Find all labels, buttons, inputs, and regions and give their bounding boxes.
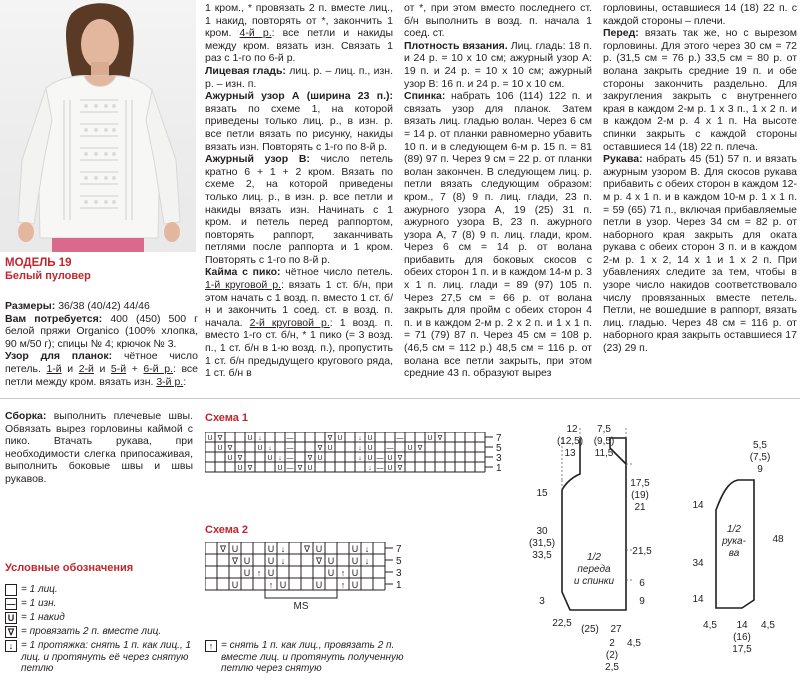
column-2-text: [205, 2, 393, 380]
picot-label: Кайма с пико:: [205, 266, 281, 279]
stitch-symbol: ↑: [340, 568, 346, 578]
plank-text-b: и: [61, 362, 79, 375]
purl-symbol-icon: —: [6, 598, 16, 609]
dim-label: (19): [631, 490, 649, 501]
stitch-symbol: U: [387, 465, 393, 472]
stitch-symbol: ↑: [340, 580, 346, 590]
schema-1-title: Схема 1: [205, 412, 249, 424]
dim-label: 2: [609, 638, 615, 649]
stitch-symbol: ∇: [397, 465, 403, 472]
dim-label: 7,5: [597, 424, 611, 435]
sleeve-label: 1/2: [727, 524, 741, 535]
dim-label: (7,5): [749, 452, 771, 463]
round-1-text: : вязать 1 ст. б/н, при этом начать с 1 возд. п. вместо 1 ст. б/н и закончить 1 соед. ст. в возд. п. начала.: [205, 279, 393, 329]
stitch-symbol: U: [279, 580, 287, 590]
plank-text-d: +: [126, 362, 144, 375]
column-1-text: [5, 300, 198, 388]
model-header: [5, 257, 200, 283]
stitch-symbol: ∇: [327, 435, 333, 442]
dim-label: 5,5: [753, 440, 767, 451]
stitch-symbol: ∇: [231, 556, 239, 566]
legend-text: = 1 изн.: [21, 598, 57, 609]
dim-label: 33,5: [532, 550, 552, 561]
stitch-symbol: ↓: [268, 445, 272, 452]
stitch-symbol: U: [207, 435, 213, 442]
front-label: Перед:: [603, 27, 639, 40]
k2tog-symbol-icon: ∇: [5, 626, 17, 638]
stitch-symbol: U: [231, 580, 239, 590]
legend-item-ssk: [5, 640, 197, 675]
row-number: 1: [396, 580, 402, 591]
yarnover-symbol-icon: U: [5, 612, 17, 624]
stitch-symbol: ∇: [307, 455, 313, 462]
stitch-symbol: U: [327, 556, 335, 566]
stitch-symbol: ↓: [280, 544, 286, 554]
stitch-symbol: ∇: [297, 465, 303, 472]
stitch-symbol: ∇: [437, 435, 443, 442]
plank-row-1: 1-й: [46, 362, 62, 375]
stitch-symbol: U: [337, 435, 343, 442]
stitch-symbol: ↓: [358, 445, 362, 452]
stitch-symbol: U: [227, 455, 233, 462]
stitch-symbol: U: [267, 455, 273, 462]
stitch-symbol: U: [367, 445, 373, 452]
materials-label: Вам потребуется:: [5, 312, 103, 325]
stitch-symbol: ∇: [247, 465, 253, 472]
stitch-symbol: ↑: [256, 568, 262, 578]
dim-label: 22,5: [552, 618, 572, 629]
stockinette-label: Лицевая гладь:: [205, 64, 286, 77]
dim-label: (25): [581, 624, 599, 635]
body-label: и спинки: [573, 576, 615, 587]
model-photo: [0, 0, 196, 252]
stitch-symbol: U: [327, 568, 335, 578]
stitch-symbol: U: [267, 556, 275, 566]
round-2-text: : 1 возд. п. вместо 1-го ст. б/н, * 1 пико (= 3 возд. п., 1 ст. б/н в 1-ю возд. п.), пропустить 1 ст. б/н предыдущего кругового ряда, 1 ст. б/н в: [205, 316, 393, 380]
materials-text: 400 (450) 500 г белой пряжи Organiсо (100% хлопка, 90 м/50 г); спицы № 4; крючок № 3.: [5, 312, 198, 350]
stitch-symbol: U: [243, 568, 251, 578]
sleeve-label: рука-: [722, 536, 746, 547]
schema-2-title: Схема 2: [205, 524, 249, 536]
sizes-text: 36/38 (40/42) 44/46: [55, 300, 150, 312]
body-label: 1/2: [587, 552, 601, 563]
row-number: 1: [496, 463, 502, 474]
stitch-symbol: —: [386, 445, 394, 452]
stitch-symbol: U: [277, 465, 283, 472]
plank-text-f: :: [183, 375, 187, 388]
row-number: 3: [396, 568, 402, 579]
plank-row-2: 2-й: [78, 362, 94, 375]
legend-item-k2tog: [5, 626, 161, 638]
legend-item-yarnover: [5, 612, 65, 624]
stitch-symbol: ∇: [217, 435, 223, 442]
stitch-symbol: ∇: [303, 544, 311, 554]
dim-label: 15: [536, 488, 548, 499]
density-text: Лиц. гладь: 18 п. и 24 р. = 10 х 10 см; ажурный узор А: 19 п. и 24 р. = 10 х 10 см; ажурный узор В: 16 п. и 24 р. = 10 х 10 см.: [404, 39, 592, 90]
stitch-symbol: U: [315, 580, 323, 590]
sleeves-text: набрать 45 (51) 57 п. и вязать ажурным узором В. Для скосов рукава прибавить с обеих сторон в каждом 12-м р. 4 х 1 п. и в каждом 10-м р. 1 х 1 п. = 59 (65) 71 п., включая прибавляемые петли в узор. Через 34 см = 82 р. от наборного края закрыть для оката рукава с обеих сторон 3 п. и в каждом 2-м р. 1 х 2, 14 х 1 и 1 х 2 п. При убавлениях следите за тем, чтобы в узоре число накидов соответствовало числу провязанных вместе петель. Петли, не вошедшие в раппорт, вязать лиц. гладью. Через 48 см = 116 р. от наборного края закрыть оставшиеся 17 (23) 29 п.: [603, 153, 797, 355]
dim-label: 13: [564, 448, 576, 459]
legend-item-knit: [5, 584, 58, 596]
stitch-symbol: U: [231, 544, 239, 554]
plank-row-6: 6-й р.: [143, 362, 173, 375]
stitch-symbol: ↓: [278, 455, 282, 462]
assembly-text: [5, 410, 193, 486]
stitch-symbol: U: [237, 465, 243, 472]
dim-label: 27: [610, 624, 622, 635]
stitch-symbol: U: [387, 455, 393, 462]
stitch-symbol: —: [396, 435, 404, 442]
lace-a-text: вязать по схеме 1, на которой приведены только лиц. р., в изн. р. все петли вязать по рисунку, накиды вязать изн. Повторять с 1-го по 8-й р.: [205, 102, 393, 153]
front-text: вязать так же, но с вырезом горловины. Для этого через 30 см = 72 р. (31,5 см = 76 р.) 33,5 см = 80 р. от волана закрыть средние 19 п. и обе стороны закончить раздельно. Для закругления закрыть с внутреннего края в каждом 2-м р. 1 х 3 п., 1 х 2 п. и в каждом 2-м р. 4 х 1 п. На высоте спинки закрыть с каждой стороны оставшиеся 14 (18) 22 п. плеча.: [603, 27, 797, 153]
model-title: МОДЕЛЬ 19: [5, 257, 72, 269]
stitch-symbol: U: [367, 455, 373, 462]
col4-intro: горловины, оставшиеся 14 (18) 22 п. с каждой стороны – плечи.: [603, 2, 797, 27]
stitch-symbol: ↓: [280, 556, 286, 566]
repeat-bracket: [265, 590, 337, 598]
stitch-symbol: ∇: [315, 556, 323, 566]
dim-label: 17,5: [732, 644, 752, 655]
stitch-symbol: —: [286, 465, 294, 472]
column-3-text: [404, 2, 592, 380]
plank-row-5: 5-й: [110, 362, 127, 375]
legend-text: = снять 1 п. как лиц., провязать 2 п. вместе лиц. и протянуть полученную петлю через снятую: [221, 640, 404, 674]
dim-label: 17,5: [630, 478, 650, 489]
legend-text: = провязать 2 п. вместе лиц.: [21, 626, 162, 637]
sizes-label: Размеры:: [5, 300, 56, 312]
dim-label: 48: [772, 534, 784, 545]
stitch-symbol: —: [286, 435, 294, 442]
model-subtitle: Белый пуловер: [5, 270, 91, 282]
section-divider: [0, 398, 800, 399]
stitch-symbol: U: [407, 445, 413, 452]
body-label: переда: [577, 564, 611, 575]
legend-item-purl: [5, 598, 56, 610]
round-2-label: 2-й круговой р.: [249, 316, 330, 329]
double-decrease-symbol-icon: ↑: [205, 640, 217, 652]
round-1-label: 1-й круговой р.: [205, 279, 281, 292]
lace-a-label: Ажурный узор А (ширина 23 п.):: [205, 90, 393, 103]
dim-label: 14: [736, 620, 748, 631]
stitch-symbol: ∇: [317, 445, 323, 452]
stitch-symbol: U: [351, 556, 359, 566]
stitch-symbol: U: [315, 544, 323, 554]
schema-2-grid: [205, 542, 415, 620]
stitch-symbol: ∇: [237, 455, 243, 462]
stitch-symbol: ∇: [397, 455, 403, 462]
assembly-label: Сборка:: [5, 410, 47, 422]
stitch-symbol: ↓: [358, 455, 362, 462]
legend-text: = 1 протяжка: снять 1 п. как лиц., 1 лиц. и протянуть её через снятую петлю: [21, 640, 192, 674]
density-label: Плотность вязания.: [404, 39, 508, 52]
stitch-symbol: U: [327, 445, 333, 452]
stitch-symbol: ↑: [268, 580, 274, 590]
row-number: 7: [496, 433, 502, 444]
dim-label: 3: [539, 596, 545, 607]
stitch-symbol: —: [286, 455, 294, 462]
legend-title: Условные обозначения: [5, 562, 134, 574]
stitch-symbol: ↓: [358, 435, 362, 442]
stitch-symbol: U: [367, 435, 373, 442]
stitch-symbol: —: [376, 455, 384, 462]
row-number: 3: [496, 453, 502, 464]
sleeves-label: Рукава:: [603, 153, 643, 166]
col2-intro-b: : все петли и накиды между кром. вязать изн. Связать 1 раз с 1-го по 6-й р.: [205, 27, 393, 65]
stitch-symbol: ↓: [258, 435, 262, 442]
dim-label: 34: [692, 558, 704, 569]
body-pattern-diagram: [522, 420, 672, 685]
legend-item-double-decrease: [205, 640, 405, 675]
dim-label: 9: [639, 596, 645, 607]
plank-label: Узор для планок:: [5, 350, 113, 363]
stitch-symbol: ∇: [227, 445, 233, 452]
col2-row-4: 4-й р.: [239, 27, 272, 40]
legend-text: = 1 накид: [21, 612, 65, 623]
col2-intro: 1 кром., * провязать 2 п. вместе лиц., 1 накид, повторять от *, закончить 1 кром.: [205, 2, 393, 40]
dim-label: 4,5: [761, 620, 775, 631]
stitch-symbol: ∇: [219, 544, 227, 554]
back-text: набрать 106 (114) 122 п. и связать узор для планок. Затем вязать лиц. гладью волан. Через 6 см = 14 р. от планки равномерно убавить 10 п. и в следующем 6-м р. 15 п. = 81 (89) 97 п. Через 9 см = 22 р. от планки волан закончен. В следующем лиц. р. петли вязать следующим образом: кром., 7 (8) 9 п. лиц. глади, 23 п. ажурного узора А, 19 (25) 31 п. ажурного узора В, 23 п. ажурного узора А, 7 (8) 9 п. лиц. глади, кром. Через 6 см = 14 р. от волана прибавить для боковых скосов с обеих сторон 1 п. и в каждом 14-м р. 3 х 1 п. лиц. глади = 89 (97) 105 п. Через 27,5 см = 66 р. от волана закрыть для пройм с обеих сторон 4 п. и в каждом 2-м р. 2 х 2 п. и 1 х 1 п. = 71 (79) 87 п. Через 45 см = 108 р. (46,5 см = 112 р.) 48,5 см = 116 р. от волана все петли закрыть, при этом средние 43 п. образуют вырез: [404, 90, 592, 380]
stitch-symbol: U: [307, 465, 313, 472]
stitch-symbol: U: [243, 556, 251, 566]
dim-label: 4,5: [703, 620, 717, 631]
stitch-symbol: U: [267, 568, 275, 578]
dim-label: (2): [605, 650, 619, 661]
stitch-symbol: ↓: [364, 556, 370, 566]
dim-label: 4,5: [627, 638, 641, 649]
stitch-symbol: U: [351, 580, 359, 590]
ssk-symbol-icon: ↓: [5, 640, 17, 652]
dim-label: 14: [692, 594, 704, 605]
dim-label: 11,5: [594, 448, 614, 459]
stitch-symbol: U: [257, 445, 263, 452]
schema-1-grid: [205, 432, 505, 490]
stitch-symbol: U: [247, 435, 253, 442]
repeat-label: MS: [293, 601, 309, 612]
stitch-symbol: ↓: [368, 465, 372, 472]
legend-text: = 1 лиц.: [21, 584, 58, 595]
assembly-body: выполнить плечевые швы. Обвязать вырез горловины каймой с пико. Втачать рукава, при необходимости слегка припосаживая, выполнить боковые швы и швы рукавов.: [5, 410, 193, 485]
stitch-symbol: U: [427, 435, 433, 442]
plank-row-3: 3-й р.: [156, 375, 184, 388]
dim-label: 2,5: [605, 662, 619, 673]
col3-intro: от *, при этом вместо последнего ст. б/н выполнить в возд. п. начала 1 соед. ст.: [404, 2, 592, 40]
stitch-symbol: —: [376, 465, 384, 472]
stitch-symbol: U: [317, 455, 323, 462]
knit-symbol-icon: [5, 584, 17, 596]
dim-label: 21,5: [632, 546, 652, 557]
dim-label: 14: [692, 500, 704, 511]
plank-text-a: чётное число петель.: [5, 350, 198, 375]
row-number: 5: [496, 443, 502, 454]
stitch-symbol: U: [351, 568, 359, 578]
lace-b-label: Ажурный узор В:: [205, 153, 310, 166]
stitch-symbol: —: [286, 445, 294, 452]
dim-label: (16): [733, 632, 751, 643]
stitch-symbol: ∇: [417, 445, 423, 452]
row-number: 5: [396, 556, 402, 567]
plank-text-c: и: [93, 362, 111, 375]
stitch-symbol: U: [267, 544, 275, 554]
dim-label: (9,5): [593, 436, 615, 447]
row-number: 7: [396, 544, 402, 555]
sleeve-label: ва: [728, 548, 740, 559]
column-4-text: [603, 2, 797, 355]
plank-text-e: : все петли между кром. вязать изн.: [5, 362, 199, 388]
dim-label: 30: [536, 526, 548, 537]
back-label: Спинка:: [404, 90, 446, 103]
dim-label: 21: [634, 502, 646, 513]
stitch-symbol: U: [217, 445, 223, 452]
picot-text: чётное число петель.: [280, 266, 393, 279]
stitch-symbol: ↓: [364, 544, 370, 554]
dim-label: 12: [566, 424, 578, 435]
stitch-symbol: U: [351, 544, 359, 554]
dim-label: 6: [639, 578, 645, 589]
dim-label: 9: [757, 464, 763, 475]
lace-b-text: число петель кратно 6 + 1 + 2 кром. Вязать по схеме 2, на которой приведены только лиц. р., в изн. р. все петли и накиды вязать изн. Начинать с 1 кром. и петель перед раппортом, повторять раппорт, заканчивать петлями после раппорта и 1 кром. Повторять с 1-го по 8-й р.: [205, 153, 393, 266]
dim-label: (12,5): [556, 436, 584, 447]
dim-label: (31,5): [528, 538, 556, 549]
sleeve-pattern-diagram: [676, 432, 798, 682]
stockinette-text: лиц. р. – лиц. п., изн. р. – изн. п.: [205, 64, 393, 90]
